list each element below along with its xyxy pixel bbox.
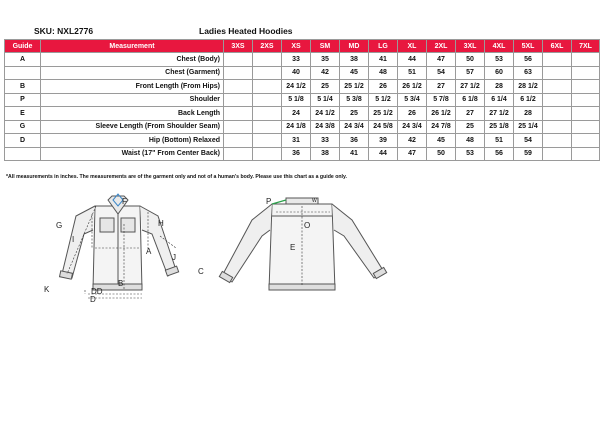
column-header-6: MD <box>340 40 369 53</box>
measurement-cell: Chest (Garment) <box>41 66 224 80</box>
size-value-cell: 26 1/2 <box>427 107 456 121</box>
size-value-cell <box>543 93 572 107</box>
size-value-cell <box>543 147 572 161</box>
size-value-cell: 5 1/4 <box>311 93 340 107</box>
table-row <box>5 147 600 161</box>
table-header-row <box>5 40 600 53</box>
size-value-cell <box>572 53 600 67</box>
shoulder-measure-marker <box>272 200 286 204</box>
size-value-cell <box>224 134 253 148</box>
size-value-cell: 41 <box>340 147 369 161</box>
size-value-cell: 53 <box>485 53 514 67</box>
measurement-note: *All measurements in inches. The measurements are of the garment only and not of a human's body. Please use this chart as a guide only. <box>6 174 347 180</box>
size-value-cell: 5 1/8 <box>282 93 311 107</box>
column-header-9: 2XL <box>427 40 456 53</box>
size-value-cell: 5 3/4 <box>398 93 427 107</box>
size-value-cell: 44 <box>369 147 398 161</box>
size-value-cell: 39 <box>369 134 398 148</box>
guide-cell: D <box>5 134 41 148</box>
guide-cell <box>5 147 41 161</box>
guide-cell: B <box>5 80 41 94</box>
size-value-cell: 54 <box>514 134 543 148</box>
size-value-cell <box>572 107 600 121</box>
label-j: J <box>172 253 176 262</box>
size-value-cell: 38 <box>311 147 340 161</box>
back-jacket-drawing <box>219 198 386 290</box>
size-value-cell: 48 <box>369 66 398 80</box>
jacket-diagram <box>0 190 600 310</box>
guide-cell: E <box>5 107 41 121</box>
guide-cell: A <box>5 53 41 67</box>
size-value-cell <box>253 66 282 80</box>
size-value-cell: 26 1/2 <box>398 80 427 94</box>
label-b: B <box>118 279 124 288</box>
size-value-cell: 24 1/2 <box>311 107 340 121</box>
size-value-cell: 57 <box>456 66 485 80</box>
size-value-cell <box>224 80 253 94</box>
size-value-cell <box>253 53 282 67</box>
table-row <box>5 134 600 148</box>
size-value-cell <box>572 80 600 94</box>
table-row <box>5 93 600 107</box>
size-value-cell <box>253 120 282 134</box>
guide-cell: P <box>5 93 41 107</box>
size-value-cell: 47 <box>427 53 456 67</box>
size-value-cell: 28 <box>514 107 543 121</box>
column-header-3: 2XS <box>253 40 282 53</box>
size-chart-table <box>4 39 600 161</box>
size-value-cell <box>253 93 282 107</box>
size-value-cell <box>572 120 600 134</box>
size-value-cell: 6 1/2 <box>514 93 543 107</box>
column-header-2: 3XS <box>224 40 253 53</box>
size-value-cell: 44 <box>398 53 427 67</box>
measurement-cell: Hip (Bottom) Relaxed <box>41 134 224 148</box>
label-c: C <box>198 267 204 276</box>
size-value-cell <box>543 120 572 134</box>
size-value-cell <box>253 107 282 121</box>
size-value-cell: 33 <box>282 53 311 67</box>
size-value-cell: 54 <box>427 66 456 80</box>
size-value-cell <box>572 147 600 161</box>
size-value-cell: 24 3/4 <box>340 120 369 134</box>
label-dd: DD <box>91 287 103 296</box>
size-value-cell <box>253 80 282 94</box>
size-value-cell <box>224 66 253 80</box>
size-value-cell <box>572 66 600 80</box>
size-value-cell: 27 <box>456 107 485 121</box>
size-value-cell: 6 1/8 <box>456 93 485 107</box>
label-h: H <box>158 219 164 228</box>
measurement-cell: Back Length <box>41 107 224 121</box>
page-header <box>0 26 600 38</box>
size-value-cell: 24 1/8 <box>282 120 311 134</box>
measurement-cell: Shoulder <box>41 93 224 107</box>
size-value-cell <box>224 107 253 121</box>
label-i: I <box>72 235 75 244</box>
size-value-cell: 25 1/4 <box>514 120 543 134</box>
size-value-cell: 35 <box>311 53 340 67</box>
measurement-cell: Chest (Body) <box>41 53 224 67</box>
measurement-cell: Front Length (From Hips) <box>41 80 224 94</box>
size-value-cell: 60 <box>485 66 514 80</box>
size-value-cell: 27 1/2 <box>485 107 514 121</box>
table-row <box>5 53 600 67</box>
size-value-cell: 5 1/2 <box>369 93 398 107</box>
size-value-cell: 25 1/8 <box>485 120 514 134</box>
size-value-cell: 25 <box>456 120 485 134</box>
size-value-cell: 25 <box>340 107 369 121</box>
size-value-cell: 6 1/4 <box>485 93 514 107</box>
column-header-7: LG <box>369 40 398 53</box>
size-value-cell: 45 <box>427 134 456 148</box>
size-value-cell <box>543 107 572 121</box>
guide-cell <box>5 66 41 80</box>
size-value-cell: 25 <box>311 80 340 94</box>
table-row <box>5 66 600 80</box>
size-value-cell: 28 1/2 <box>514 80 543 94</box>
size-value-cell: 24 7/8 <box>427 120 456 134</box>
label-d: D <box>90 295 96 304</box>
size-value-cell <box>572 93 600 107</box>
size-value-cell: 26 <box>398 107 427 121</box>
table-row <box>5 120 600 134</box>
guide-cell: G <box>5 120 41 134</box>
size-value-cell: 25 1/2 <box>340 80 369 94</box>
column-header-0: Guide <box>5 40 41 53</box>
size-value-cell: 41 <box>369 53 398 67</box>
measurement-cell: Waist (17" From Center Back) <box>41 147 224 161</box>
size-value-cell <box>543 80 572 94</box>
size-value-cell: 24 1/2 <box>282 80 311 94</box>
size-value-cell: 38 <box>340 53 369 67</box>
size-value-cell: 63 <box>514 66 543 80</box>
label-a: A <box>146 247 152 256</box>
size-value-cell: 5 7/8 <box>427 93 456 107</box>
size-value-cell: 51 <box>398 66 427 80</box>
size-value-cell: 26 <box>369 80 398 94</box>
size-value-cell: 56 <box>485 147 514 161</box>
size-value-cell <box>543 53 572 67</box>
size-value-cell: 47 <box>398 147 427 161</box>
size-value-cell: 45 <box>340 66 369 80</box>
size-value-cell <box>253 134 282 148</box>
column-header-5: SM <box>311 40 340 53</box>
size-value-cell: 40 <box>282 66 311 80</box>
size-value-cell <box>224 93 253 107</box>
column-header-11: 4XL <box>485 40 514 53</box>
size-value-cell <box>543 66 572 80</box>
size-value-cell: 31 <box>282 134 311 148</box>
size-value-cell: 48 <box>456 134 485 148</box>
label-f: F <box>122 197 127 206</box>
product-title: Ladies Heated Hoodies <box>199 26 293 36</box>
size-value-cell: 24 <box>282 107 311 121</box>
size-value-cell: 24 3/4 <box>398 120 427 134</box>
size-value-cell: 59 <box>514 147 543 161</box>
measurement-cell: Sleeve Length (From Shoulder Seam) <box>41 120 224 134</box>
table-row <box>5 107 600 121</box>
table-row <box>5 80 600 94</box>
size-value-cell <box>543 134 572 148</box>
size-value-cell: 24 3/8 <box>311 120 340 134</box>
column-header-4: XS <box>282 40 311 53</box>
size-value-cell: 33 <box>311 134 340 148</box>
size-value-cell: 42 <box>311 66 340 80</box>
label-k: K <box>44 285 50 294</box>
front-jacket-drawing <box>60 196 179 290</box>
size-value-cell: 27 <box>427 80 456 94</box>
column-header-8: XL <box>398 40 427 53</box>
size-value-cell: 56 <box>514 53 543 67</box>
size-value-cell <box>253 147 282 161</box>
label-p: P <box>266 197 272 206</box>
size-value-cell: 25 1/2 <box>369 107 398 121</box>
label-g: G <box>56 221 63 230</box>
size-value-cell: 53 <box>456 147 485 161</box>
column-header-14: 7XL <box>572 40 600 53</box>
size-value-cell <box>224 120 253 134</box>
size-value-cell: 50 <box>427 147 456 161</box>
size-value-cell: 28 <box>485 80 514 94</box>
size-value-cell <box>224 53 253 67</box>
label-e: E <box>290 243 296 252</box>
size-value-cell: 51 <box>485 134 514 148</box>
size-value-cell <box>572 134 600 148</box>
size-value-cell: 36 <box>340 134 369 148</box>
size-value-cell <box>224 147 253 161</box>
label-o: O <box>304 221 311 230</box>
column-header-10: 3XL <box>456 40 485 53</box>
size-value-cell: 5 3/8 <box>340 93 369 107</box>
column-header-12: 5XL <box>514 40 543 53</box>
size-value-cell: 42 <box>398 134 427 148</box>
size-value-cell: 36 <box>282 147 311 161</box>
sku-label: SKU: NXL2776 <box>34 26 94 36</box>
column-header-13: 6XL <box>543 40 572 53</box>
size-value-cell: 24 5/8 <box>369 120 398 134</box>
column-header-1: Measurement <box>41 40 224 53</box>
size-value-cell: 27 1/2 <box>456 80 485 94</box>
size-value-cell: 50 <box>456 53 485 67</box>
label-w: W <box>312 198 317 204</box>
